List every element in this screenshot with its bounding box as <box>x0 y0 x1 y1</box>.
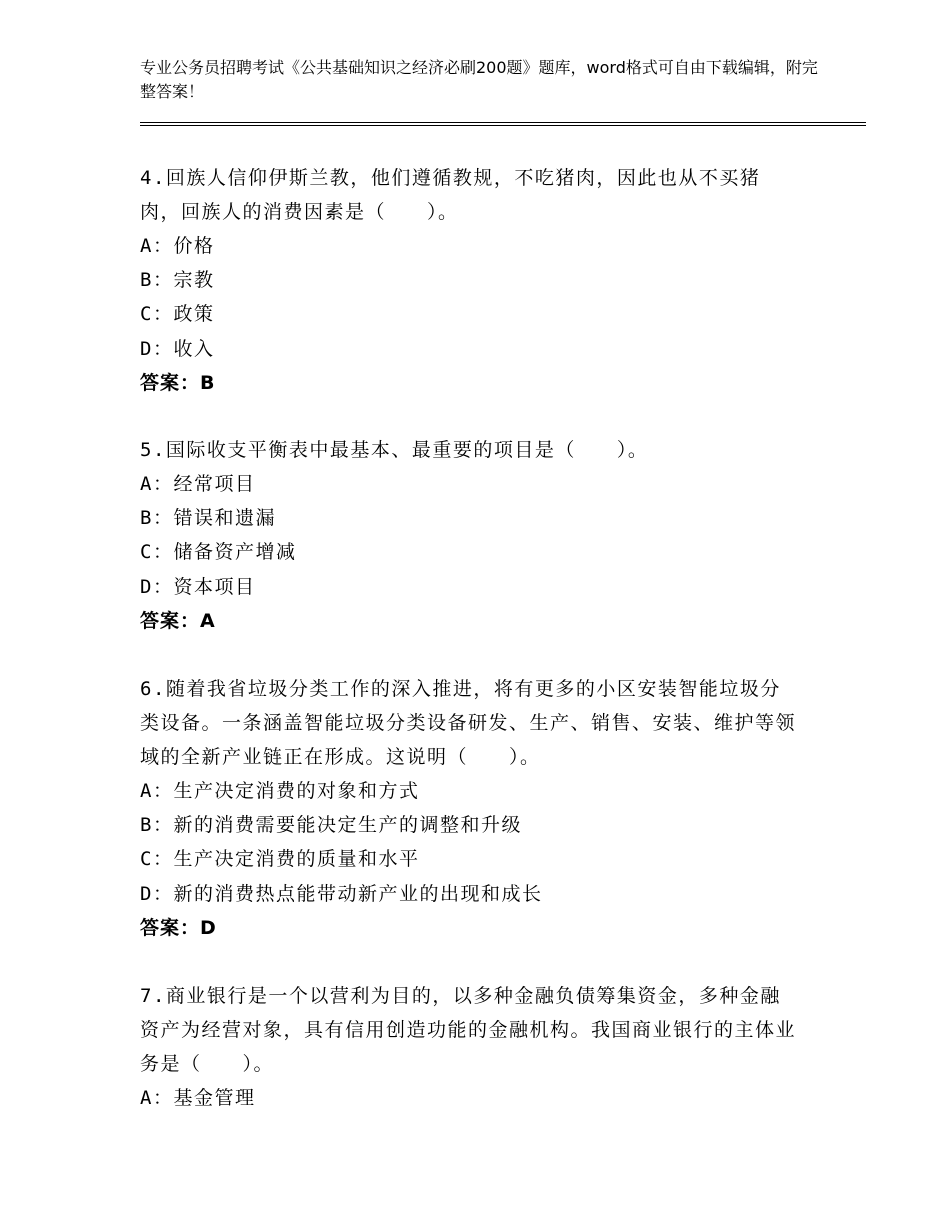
option-a: A：价格 <box>140 235 215 257</box>
question-text: 7.商业银行是一个以营利为目的，以多种金融负债筹集资金，多种金融资产为经营对象，具有信用创造功能的金融机构。我国商业银行的主体业务是（ ）。 <box>140 985 797 1075</box>
option-a: A：生产决定消费的对象和方式 <box>140 780 420 802</box>
answer: 答案：B <box>140 371 216 394</box>
question-6 <box>140 672 800 945</box>
option-b: B：宗教 <box>140 269 215 292</box>
option-d: D：收入 <box>140 337 215 360</box>
option-b: B：新的消费需要能决定生产的调整和升级 <box>140 814 522 837</box>
answer: 答案：A <box>140 609 216 632</box>
option-d: D：新的消费热点能带动新产业的出现和成长 <box>140 882 543 905</box>
option-c: C：储备资产增减 <box>140 541 297 564</box>
question-text: 5.国际收支平衡表中最基本、最重要的项目是（ ）。 <box>140 439 649 461</box>
option-a: A：经常项目 <box>140 473 256 495</box>
document-header: 专业公务员招聘考试《公共基础知识之经济必刷200题》题库，word格式可自由下载编辑，附完整答案！ <box>140 58 818 101</box>
option-c: C：生产决定消费的质量和水平 <box>140 848 420 871</box>
option-a: A：基金管理 <box>140 1087 256 1109</box>
option-c: C：政策 <box>140 303 215 326</box>
question-text: 4.回族人信仰伊斯兰教，他们遵循教规，不吃猪肉，因此也从不买猪肉，回族人的消费因素是（ ）。 <box>140 167 761 223</box>
question-text: 6.随着我省垃圾分类工作的深入推进，将有更多的小区安装智能垃圾分类设备。一条涵盖智能垃圾分类设备研发、生产、销售、安装、维护等领域的全新产业链正在形成。这说明（ ）。 <box>140 678 797 768</box>
header-divider-top <box>140 122 866 123</box>
option-d: D：资本项目 <box>140 575 256 598</box>
question-5 <box>140 433 800 638</box>
question-4 <box>140 161 800 400</box>
answer: 答案：D <box>140 916 217 939</box>
question-7 <box>140 979 800 1115</box>
option-b: B：错误和遗漏 <box>140 507 276 530</box>
header-divider-bottom <box>140 125 866 126</box>
